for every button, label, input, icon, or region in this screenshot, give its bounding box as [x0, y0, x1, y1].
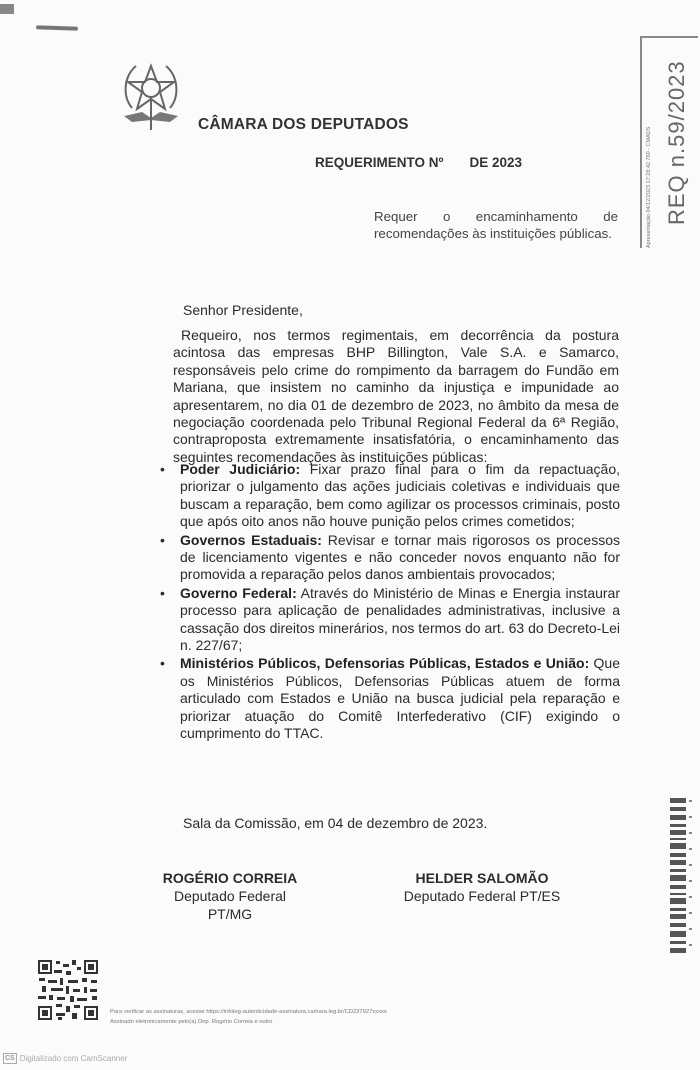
barcode — [668, 796, 696, 958]
recommendation-title: Governo Federal: — [180, 584, 297, 601]
verification-link-text[interactable]: Para verificar as assinaturas, acesse https://infoleg-autenticidade-assinatura.camara.leg.br/CD237927xxxxx — [110, 1009, 387, 1015]
recommendation-text: Através do Ministério de Minas e Energia instaurar processo para aplicação de penalidades administrativas, inclusive a cassação dos direitos minerários, nos termos do art. 63 do Decreto-Lei n. 227/67; — [180, 584, 621, 654]
protocol-number: REQ n.59/2023 — [664, 60, 689, 226]
recommendation-text: Fixar prazo final para o fim da repactuação, priorizar o julgamento das ações judiciais coletivas e individuais que buscam a reparação, bem como agilizar os processos criminais, posto que após oito anos não houve punição pelos crimes cometidos; — [180, 461, 620, 530]
recommendations-list — [160, 461, 620, 744]
recommendation-title: Ministérios Públicos, Defensorias Públicas, Estados e União: — [180, 655, 590, 672]
list-item — [160, 655, 620, 742]
recommendation-title: Governos Estaduais: — [180, 531, 322, 548]
recommendation-text: Que os Ministérios Públicos, Defensorias Públicas atuem de forma articulado com Estados e União na busca judicial pela reparação e priorizar atuação do Comitê Interfederativo (CIF) exigindo o cumprimento do TTAC. — [180, 655, 620, 742]
institution-title: CÂMARA DOS DEPUTADOS — [198, 116, 409, 133]
camscanner-label: Digitalizado com CamScanner — [19, 1054, 128, 1063]
signature-verification-note — [110, 1007, 387, 1027]
bullet-icon: • — [160, 531, 165, 548]
qr-code[interactable] — [36, 958, 100, 1022]
bullet-icon: • — [160, 655, 165, 672]
signatory-role: Deputado Federal PT/MG — [173, 888, 287, 922]
recommendation-text: Revisar e tornar mais rigorosos os processos de licenciamento vigentes e não conceder novos enquanto não for promovida a reparação pelos danos ambientais provocados; — [180, 531, 620, 583]
recommendation-title: Poder Judiciário: — [180, 461, 301, 477]
protocol-stamp-details: Apresentação 04/12/2023 17:28:42.760 - CMADS — [646, 126, 652, 248]
ementa: Requer o encaminhamento de recomendações às instituições públicas. — [374, 209, 618, 241]
list-item — [160, 532, 620, 584]
camscanner-watermark — [3, 1053, 127, 1064]
signatory-name: HELDER SALOMÃO — [415, 870, 549, 886]
camscanner-logo-icon: CS — [5, 1055, 15, 1062]
bullet-icon: • — [160, 461, 165, 477]
list-item — [160, 461, 620, 531]
scan-artifact — [0, 4, 14, 14]
body-paragraph — [173, 327, 619, 466]
signature-block — [150, 869, 310, 923]
protocol-stamp — [640, 36, 698, 248]
scan-artifact — [36, 25, 78, 30]
requerimento-label: REQUERIMENTO Nº — [315, 155, 444, 170]
signature-block — [402, 869, 562, 905]
signed-by-text: Assinado eletronicamente pelo(a) Dep. Rogério Correia e outro — [110, 1019, 273, 1025]
coat-of-arms-icon — [118, 56, 184, 132]
requerimento-heading — [315, 155, 522, 170]
signatory-name: ROGÉRIO CORREIA — [162, 870, 298, 886]
requerimento-year: DE 2023 — [469, 155, 522, 170]
salutation: Senhor Presidente, — [183, 302, 303, 318]
signatory-role: Deputado Federal PT/ES — [403, 888, 561, 904]
list-item — [160, 585, 620, 655]
bullet-icon: • — [160, 584, 165, 601]
closing-line: Sala da Comissão, em 04 de dezembro de 2023. — [183, 815, 488, 831]
body-paragraph-text: Requeiro, nos termos regimentais, em decorrência da postura acintosa das empresas BHP Billington, Vale S.A. e Samarco, responsáveis pelo crime do rompimento da barragem do Fundão em Mariana, que insistem no caminho da injustiça e impunidade ao apresentarem, no dia 01 de dezembro de 2023, no âmbito da mesa de negociação coordenada pelo Tribunal Regional Federal da 6ª Região, contraproposta extremamente insatisfatória, o encaminhamento das seguintes recomendações às instituições públicas: — [173, 327, 619, 465]
